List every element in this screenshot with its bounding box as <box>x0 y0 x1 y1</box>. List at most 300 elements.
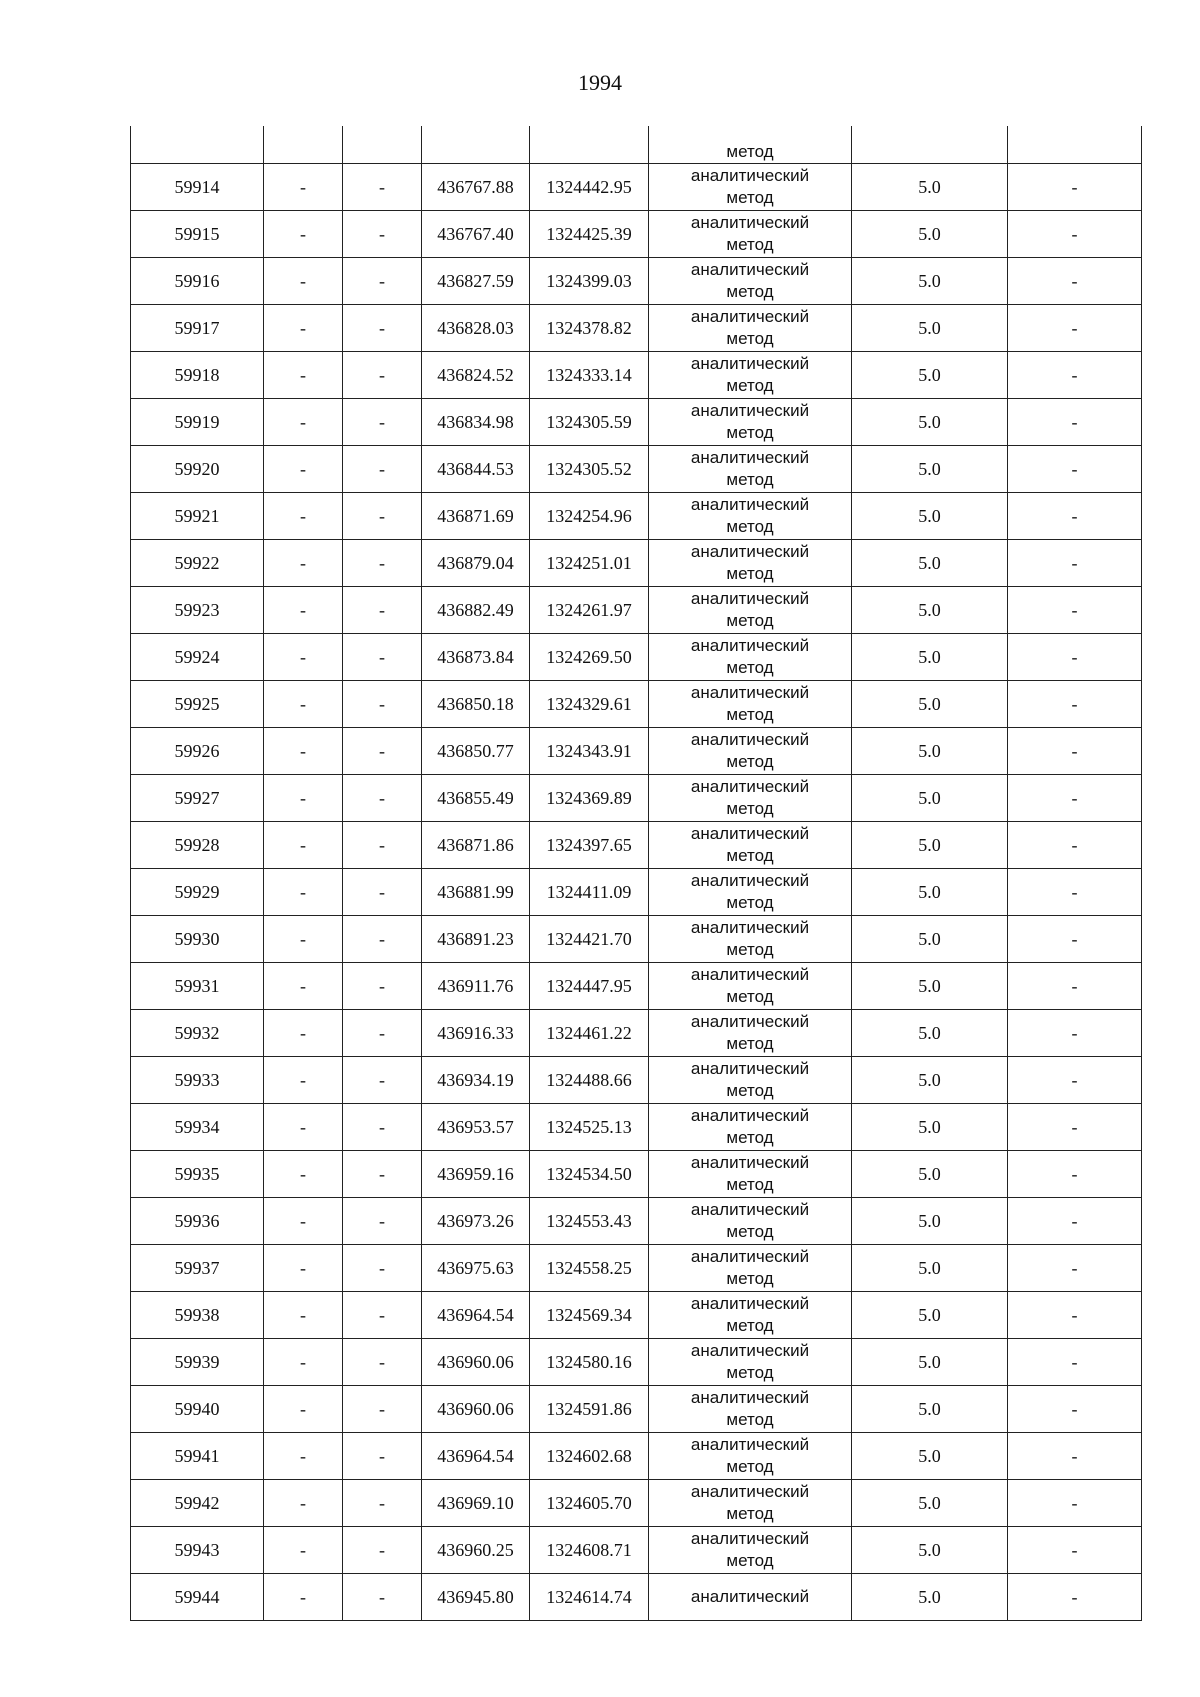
cell-empty <box>264 126 343 164</box>
cell-method <box>649 493 852 540</box>
cell-col2: - <box>264 1292 343 1339</box>
cell-point-id: 59924 <box>131 634 264 681</box>
cell-col8: - <box>1008 587 1142 634</box>
method-line: аналитический <box>690 448 810 467</box>
cell-y: 1324608.71 <box>530 1527 649 1574</box>
cell-method <box>649 164 852 211</box>
cell-y: 1324488.66 <box>530 1057 649 1104</box>
method-line: аналитический <box>690 824 810 843</box>
cell-col8: - <box>1008 446 1142 493</box>
cell-col3: - <box>343 1527 422 1574</box>
cell-col2: - <box>264 1057 343 1104</box>
cell-col8: - <box>1008 1245 1142 1292</box>
table-row <box>131 1386 1142 1433</box>
table-row <box>131 681 1142 728</box>
cell-point-id: 59942 <box>131 1480 264 1527</box>
cell-y: 1324534.50 <box>530 1151 649 1198</box>
cell-col8: - <box>1008 1386 1142 1433</box>
table-row <box>131 1433 1142 1480</box>
cell-accuracy: 5.0 <box>852 587 1008 634</box>
table-row <box>131 963 1142 1010</box>
table-row <box>131 258 1142 305</box>
table-row <box>131 587 1142 634</box>
cell-x: 436891.23 <box>422 916 530 963</box>
cell-accuracy: 5.0 <box>852 1292 1008 1339</box>
cell-method <box>649 1339 852 1386</box>
cell-accuracy: 5.0 <box>852 446 1008 493</box>
cell-accuracy: 5.0 <box>852 634 1008 681</box>
cell-method <box>649 1057 852 1104</box>
method-line: аналитический <box>690 401 810 420</box>
cell-col8: - <box>1008 963 1142 1010</box>
cell-y: 1324399.03 <box>530 258 649 305</box>
cell-col3: - <box>343 775 422 822</box>
cell-col2: - <box>264 446 343 493</box>
cell-point-id: 59933 <box>131 1057 264 1104</box>
table-row <box>131 399 1142 446</box>
cell-method <box>649 822 852 869</box>
cell-method <box>649 399 852 446</box>
cell-method-tail: метод <box>649 126 852 164</box>
cell-method <box>649 540 852 587</box>
cell-accuracy: 5.0 <box>852 258 1008 305</box>
method-line: метод <box>726 188 774 207</box>
cell-accuracy: 5.0 <box>852 1151 1008 1198</box>
method-line: аналитический <box>690 260 810 279</box>
cell-col3: - <box>343 352 422 399</box>
method-line: аналитический <box>690 1529 810 1548</box>
cell-x: 436959.16 <box>422 1151 530 1198</box>
cell-accuracy: 5.0 <box>852 1527 1008 1574</box>
cell-accuracy: 5.0 <box>852 399 1008 446</box>
cell-y: 1324602.68 <box>530 1433 649 1480</box>
cell-y: 1324605.70 <box>530 1480 649 1527</box>
cell-empty <box>530 126 649 164</box>
cell-x: 436969.10 <box>422 1480 530 1527</box>
cell-accuracy: 5.0 <box>852 1104 1008 1151</box>
cell-y: 1324421.70 <box>530 916 649 963</box>
cell-col2: - <box>264 164 343 211</box>
cell-col2: - <box>264 352 343 399</box>
cell-col3: - <box>343 1057 422 1104</box>
cell-point-id: 59916 <box>131 258 264 305</box>
cell-x: 436960.25 <box>422 1527 530 1574</box>
table-row <box>131 211 1142 258</box>
cell-col2: - <box>264 1386 343 1433</box>
cell-accuracy: 5.0 <box>852 822 1008 869</box>
cell-col3: - <box>343 587 422 634</box>
cell-col3: - <box>343 258 422 305</box>
continuation-row <box>131 126 1142 164</box>
cell-col2: - <box>264 1480 343 1527</box>
cell-point-id: 59925 <box>131 681 264 728</box>
cell-accuracy: 5.0 <box>852 305 1008 352</box>
cell-x: 436881.99 <box>422 869 530 916</box>
cell-col2: - <box>264 258 343 305</box>
cell-accuracy: 5.0 <box>852 869 1008 916</box>
method-line: аналитический <box>690 1059 810 1078</box>
cell-point-id: 59932 <box>131 1010 264 1057</box>
method-line: метод <box>726 564 774 583</box>
cell-point-id: 59931 <box>131 963 264 1010</box>
method-line: аналитический <box>690 730 810 749</box>
cell-col2: - <box>264 869 343 916</box>
method-line: метод <box>726 1269 774 1288</box>
cell-col8: - <box>1008 775 1142 822</box>
table-row <box>131 1339 1142 1386</box>
cell-method <box>649 258 852 305</box>
cell-method <box>649 728 852 775</box>
cell-x: 436973.26 <box>422 1198 530 1245</box>
cell-x: 436945.80 <box>422 1574 530 1621</box>
cell-x: 436824.52 <box>422 352 530 399</box>
cell-x: 436850.18 <box>422 681 530 728</box>
cell-x: 436960.06 <box>422 1386 530 1433</box>
cell-x: 436850.77 <box>422 728 530 775</box>
cell-point-id: 59930 <box>131 916 264 963</box>
cell-y: 1324525.13 <box>530 1104 649 1151</box>
cell-method <box>649 1480 852 1527</box>
cell-col3: - <box>343 916 422 963</box>
cell-method <box>649 916 852 963</box>
method-line: метод <box>726 987 774 1006</box>
cell-y: 1324411.09 <box>530 869 649 916</box>
cell-method <box>649 775 852 822</box>
method-line: аналитический <box>690 1435 810 1454</box>
method-line: метод <box>726 470 774 489</box>
cell-col2: - <box>264 540 343 587</box>
method-line: метод <box>726 893 774 912</box>
cell-col8: - <box>1008 164 1142 211</box>
cell-empty <box>852 126 1008 164</box>
cell-accuracy: 5.0 <box>852 1010 1008 1057</box>
cell-point-id: 59941 <box>131 1433 264 1480</box>
method-line: аналитический <box>690 965 810 984</box>
cell-method <box>649 1245 852 1292</box>
cell-method <box>649 1574 852 1621</box>
cell-x: 436879.04 <box>422 540 530 587</box>
cell-y: 1324442.95 <box>530 164 649 211</box>
cell-col2: - <box>264 1433 343 1480</box>
cell-x: 436911.76 <box>422 963 530 1010</box>
method-line: метод <box>726 611 774 630</box>
cell-point-id: 59917 <box>131 305 264 352</box>
method-line: аналитический <box>690 1587 810 1606</box>
cell-x: 436767.40 <box>422 211 530 258</box>
cell-accuracy: 5.0 <box>852 1574 1008 1621</box>
cell-point-id: 59936 <box>131 1198 264 1245</box>
cell-col8: - <box>1008 1057 1142 1104</box>
cell-point-id: 59929 <box>131 869 264 916</box>
method-line: метод <box>726 846 774 865</box>
cell-x: 436960.06 <box>422 1339 530 1386</box>
cell-col2: - <box>264 1245 343 1292</box>
table-row <box>131 1574 1142 1621</box>
cell-y: 1324254.96 <box>530 493 649 540</box>
cell-col2: - <box>264 1574 343 1621</box>
cell-col2: - <box>264 1527 343 1574</box>
cell-accuracy: 5.0 <box>852 1057 1008 1104</box>
cell-y: 1324378.82 <box>530 305 649 352</box>
cell-col3: - <box>343 634 422 681</box>
cell-accuracy: 5.0 <box>852 352 1008 399</box>
cell-col8: - <box>1008 916 1142 963</box>
cell-col8: - <box>1008 634 1142 681</box>
cell-empty <box>131 126 264 164</box>
cell-accuracy: 5.0 <box>852 211 1008 258</box>
method-line: метод <box>726 1363 774 1382</box>
cell-accuracy: 5.0 <box>852 1433 1008 1480</box>
cell-col3: - <box>343 305 422 352</box>
cell-x: 436964.54 <box>422 1292 530 1339</box>
method-line: метод <box>726 1316 774 1335</box>
method-line: аналитический <box>690 1341 810 1360</box>
cell-col8: - <box>1008 399 1142 446</box>
cell-col8: - <box>1008 493 1142 540</box>
table-row <box>131 916 1142 963</box>
cell-col3: - <box>343 728 422 775</box>
table-body <box>131 126 1142 1621</box>
cell-y: 1324305.59 <box>530 399 649 446</box>
cell-method <box>649 211 852 258</box>
cell-point-id: 59919 <box>131 399 264 446</box>
cell-col2: - <box>264 211 343 258</box>
cell-col2: - <box>264 1010 343 1057</box>
cell-empty <box>1008 126 1142 164</box>
cell-y: 1324591.86 <box>530 1386 649 1433</box>
cell-col3: - <box>343 540 422 587</box>
cell-y: 1324251.01 <box>530 540 649 587</box>
method-line: аналитический <box>690 213 810 232</box>
cell-col2: - <box>264 493 343 540</box>
table-row <box>131 1480 1142 1527</box>
cell-point-id: 59940 <box>131 1386 264 1433</box>
method-line: метод <box>726 329 774 348</box>
cell-method <box>649 681 852 728</box>
method-line: аналитический <box>690 1012 810 1031</box>
cell-point-id: 59918 <box>131 352 264 399</box>
cell-method <box>649 1433 852 1480</box>
table-row <box>131 1010 1142 1057</box>
cell-accuracy: 5.0 <box>852 916 1008 963</box>
cell-method <box>649 634 852 681</box>
cell-y: 1324329.61 <box>530 681 649 728</box>
cell-col2: - <box>264 1151 343 1198</box>
cell-method <box>649 869 852 916</box>
cell-col3: - <box>343 681 422 728</box>
cell-col2: - <box>264 1104 343 1151</box>
cell-x: 436871.69 <box>422 493 530 540</box>
table-row <box>131 164 1142 211</box>
cell-col8: - <box>1008 352 1142 399</box>
cell-x: 436882.49 <box>422 587 530 634</box>
cell-col3: - <box>343 963 422 1010</box>
cell-col3: - <box>343 164 422 211</box>
method-line: аналитический <box>690 589 810 608</box>
cell-col3: - <box>343 1386 422 1433</box>
cell-point-id: 59937 <box>131 1245 264 1292</box>
table-row <box>131 775 1142 822</box>
cell-accuracy: 5.0 <box>852 728 1008 775</box>
cell-empty <box>422 126 530 164</box>
cell-accuracy: 5.0 <box>852 775 1008 822</box>
cell-col3: - <box>343 1245 422 1292</box>
cell-method <box>649 305 852 352</box>
cell-col8: - <box>1008 869 1142 916</box>
cell-method <box>649 1104 852 1151</box>
cell-y: 1324261.97 <box>530 587 649 634</box>
method-line: аналитический <box>690 542 810 561</box>
table-row <box>131 1527 1142 1574</box>
cell-y: 1324397.65 <box>530 822 649 869</box>
cell-col3: - <box>343 446 422 493</box>
cell-col2: - <box>264 399 343 446</box>
cell-col8: - <box>1008 728 1142 775</box>
cell-point-id: 59915 <box>131 211 264 258</box>
cell-col3: - <box>343 1574 422 1621</box>
method-line: аналитический <box>690 1153 810 1172</box>
method-line: метод <box>726 799 774 818</box>
cell-method <box>649 1198 852 1245</box>
cell-col3: - <box>343 1198 422 1245</box>
cell-col3: - <box>343 869 422 916</box>
cell-col8: - <box>1008 211 1142 258</box>
cell-x: 436934.19 <box>422 1057 530 1104</box>
method-line: аналитический <box>690 1482 810 1501</box>
cell-col3: - <box>343 211 422 258</box>
cell-accuracy: 5.0 <box>852 164 1008 211</box>
cell-col8: - <box>1008 1574 1142 1621</box>
table-row <box>131 1198 1142 1245</box>
cell-col3: - <box>343 493 422 540</box>
method-line: метод <box>726 1128 774 1147</box>
cell-col2: - <box>264 775 343 822</box>
cell-x: 436827.59 <box>422 258 530 305</box>
cell-method <box>649 1292 852 1339</box>
method-line: метод <box>726 376 774 395</box>
cell-x: 436855.49 <box>422 775 530 822</box>
cell-y: 1324425.39 <box>530 211 649 258</box>
cell-method <box>649 1386 852 1433</box>
cell-y: 1324553.43 <box>530 1198 649 1245</box>
cell-col8: - <box>1008 1433 1142 1480</box>
method-line: аналитический <box>690 1200 810 1219</box>
cell-point-id: 59914 <box>131 164 264 211</box>
method-line: метод <box>726 940 774 959</box>
cell-accuracy: 5.0 <box>852 1245 1008 1292</box>
cell-point-id: 59920 <box>131 446 264 493</box>
method-line: метод <box>726 1222 774 1241</box>
cell-col8: - <box>1008 1104 1142 1151</box>
cell-col8: - <box>1008 1151 1142 1198</box>
method-line: аналитический <box>690 871 810 890</box>
cell-method <box>649 352 852 399</box>
cell-col2: - <box>264 822 343 869</box>
method-line: метод <box>726 658 774 677</box>
method-line: метод <box>726 517 774 536</box>
cell-x: 436916.33 <box>422 1010 530 1057</box>
method-line: аналитический <box>690 1388 810 1407</box>
cell-col3: - <box>343 399 422 446</box>
coordinates-table <box>130 126 1142 1621</box>
cell-col2: - <box>264 916 343 963</box>
method-line: метод <box>726 1175 774 1194</box>
cell-col3: - <box>343 1292 422 1339</box>
cell-accuracy: 5.0 <box>852 963 1008 1010</box>
cell-col8: - <box>1008 258 1142 305</box>
cell-method <box>649 446 852 493</box>
cell-y: 1324447.95 <box>530 963 649 1010</box>
cell-col8: - <box>1008 822 1142 869</box>
table-row <box>131 540 1142 587</box>
cell-col2: - <box>264 681 343 728</box>
cell-accuracy: 5.0 <box>852 1386 1008 1433</box>
table-row <box>131 1057 1142 1104</box>
cell-point-id: 59927 <box>131 775 264 822</box>
cell-accuracy: 5.0 <box>852 493 1008 540</box>
cell-col8: - <box>1008 540 1142 587</box>
cell-accuracy: 5.0 <box>852 1480 1008 1527</box>
cell-x: 436767.88 <box>422 164 530 211</box>
method-line: метод <box>726 423 774 442</box>
table-row <box>131 634 1142 681</box>
method-line: метод <box>726 1034 774 1053</box>
cell-empty <box>343 126 422 164</box>
cell-x: 436873.84 <box>422 634 530 681</box>
table-row <box>131 1151 1142 1198</box>
cell-col3: - <box>343 1151 422 1198</box>
cell-x: 436844.53 <box>422 446 530 493</box>
method-line: аналитический <box>690 683 810 702</box>
cell-x: 436975.63 <box>422 1245 530 1292</box>
cell-point-id: 59939 <box>131 1339 264 1386</box>
table-row <box>131 305 1142 352</box>
cell-point-id: 59943 <box>131 1527 264 1574</box>
cell-col2: - <box>264 305 343 352</box>
table-row <box>131 728 1142 775</box>
cell-method <box>649 963 852 1010</box>
cell-method <box>649 1010 852 1057</box>
cell-point-id: 59922 <box>131 540 264 587</box>
cell-col3: - <box>343 822 422 869</box>
cell-method <box>649 1527 852 1574</box>
cell-col8: - <box>1008 1527 1142 1574</box>
method-line: метод <box>726 1457 774 1476</box>
cell-accuracy: 5.0 <box>852 1198 1008 1245</box>
table-row <box>131 822 1142 869</box>
method-line: аналитический <box>690 1247 810 1266</box>
cell-y: 1324569.34 <box>530 1292 649 1339</box>
cell-y: 1324461.22 <box>530 1010 649 1057</box>
cell-col3: - <box>343 1104 422 1151</box>
cell-x: 436871.86 <box>422 822 530 869</box>
method-line: аналитический <box>690 307 810 326</box>
cell-point-id: 59938 <box>131 1292 264 1339</box>
method-line: метод <box>726 1551 774 1570</box>
table-row <box>131 869 1142 916</box>
cell-x: 436834.98 <box>422 399 530 446</box>
cell-col2: - <box>264 1339 343 1386</box>
page-number: 1994 <box>578 70 622 95</box>
cell-col8: - <box>1008 305 1142 352</box>
method-line: аналитический <box>690 1294 810 1313</box>
table-row <box>131 493 1142 540</box>
method-line: метод <box>726 705 774 724</box>
cell-y: 1324369.89 <box>530 775 649 822</box>
cell-point-id: 59934 <box>131 1104 264 1151</box>
table-row <box>131 1104 1142 1151</box>
cell-col8: - <box>1008 1480 1142 1527</box>
